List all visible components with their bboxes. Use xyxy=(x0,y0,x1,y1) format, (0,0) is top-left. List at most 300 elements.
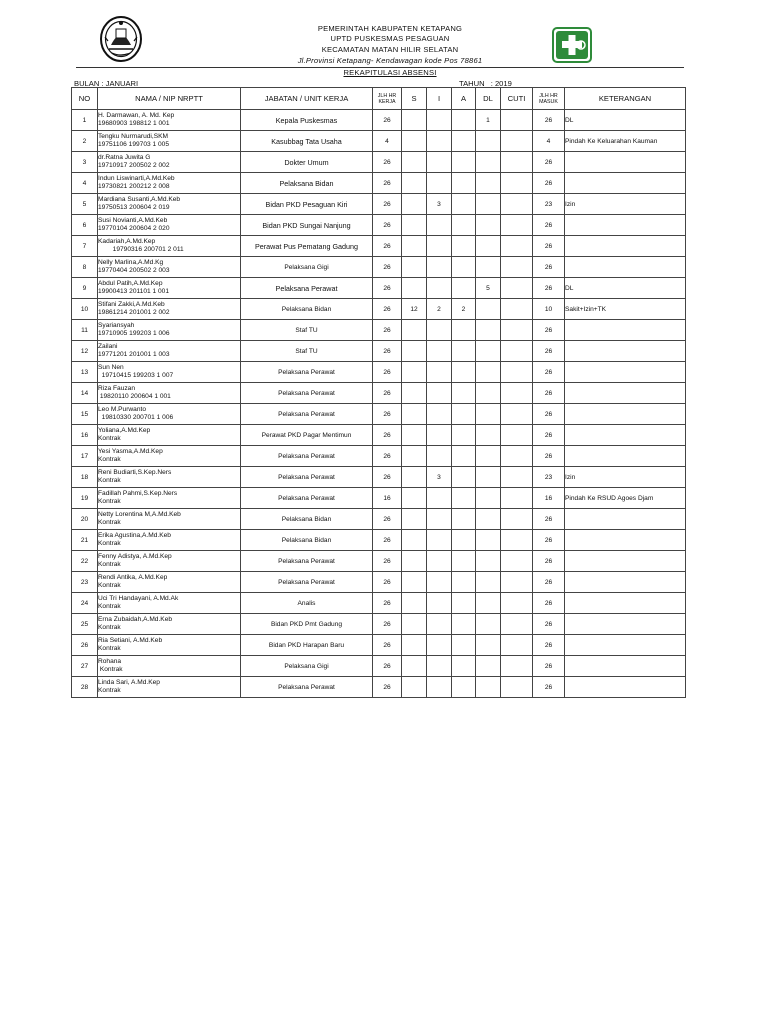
cell-work-days: 16 xyxy=(373,488,402,509)
cell-present-days: 26 xyxy=(533,173,565,194)
cell-position: Perawat Pus Pematang Gadung xyxy=(241,236,373,257)
cell-work-days: 26 xyxy=(373,152,402,173)
employee-name: Syariansyah xyxy=(98,322,135,329)
cell-absent xyxy=(452,488,476,509)
cell-name xyxy=(98,572,241,593)
cell-work-days: 26 xyxy=(373,215,402,236)
cell-position: Pelaksana Perawat xyxy=(241,551,373,572)
cell-no: 1 xyxy=(72,110,98,131)
col-header-remarks: KETERANGAN xyxy=(565,88,686,110)
cell-remarks: Pindah Ke Keluarahan Kauman xyxy=(565,131,686,152)
cell-remarks xyxy=(565,173,686,194)
cell-permit xyxy=(427,593,452,614)
cell-absent xyxy=(452,131,476,152)
cell-duty xyxy=(476,320,501,341)
cell-sick xyxy=(402,110,427,131)
col-header-absent: A xyxy=(452,88,476,110)
table-row xyxy=(72,551,686,572)
employee-name: Stifani Zakki,A.Md.Keb xyxy=(98,301,165,308)
cell-work-days: 26 xyxy=(373,551,402,572)
cell-work-days: 26 xyxy=(373,572,402,593)
cell-name xyxy=(98,593,241,614)
table-row xyxy=(72,404,686,425)
cell-work-days: 26 xyxy=(373,467,402,488)
cell-permit xyxy=(427,404,452,425)
cell-name xyxy=(98,677,241,698)
cell-sick xyxy=(402,551,427,572)
table-row xyxy=(72,509,686,530)
cell-duty xyxy=(476,362,501,383)
employee-nip: 19810330 200701 1 006 xyxy=(98,414,174,421)
cell-duty xyxy=(476,635,501,656)
employee-nip: Kontrak xyxy=(98,456,121,463)
cell-duty xyxy=(476,677,501,698)
cell-present-days: 26 xyxy=(533,593,565,614)
cell-leave xyxy=(501,362,533,383)
cell-leave xyxy=(501,194,533,215)
cell-leave xyxy=(501,509,533,530)
employee-name: Indun Liswinarti,A.Md.Keb xyxy=(98,175,175,182)
employee-nip: 19900413 201101 1 001 xyxy=(98,288,170,295)
cell-absent xyxy=(452,551,476,572)
employee-nip: 19861214 201001 2 002 xyxy=(98,309,170,316)
cell-absent xyxy=(452,530,476,551)
employee-name: Mardiana Susanti,A.Md.Keb xyxy=(98,196,181,203)
cell-permit xyxy=(427,152,452,173)
cell-duty xyxy=(476,572,501,593)
cell-sick xyxy=(402,257,427,278)
cell-absent xyxy=(452,425,476,446)
cell-work-days: 26 xyxy=(373,446,402,467)
cell-name xyxy=(98,488,241,509)
header-government: PEMERINTAH KABUPATEN KETAPANG xyxy=(317,24,463,33)
cell-name xyxy=(98,194,241,215)
cell-work-days: 26 xyxy=(373,383,402,404)
cell-no: 18 xyxy=(72,467,98,488)
cell-permit xyxy=(427,236,452,257)
cell-position: Pelaksana Perawat xyxy=(241,278,373,299)
cell-leave xyxy=(501,278,533,299)
employee-nip: Kontrak xyxy=(98,519,121,526)
cell-name xyxy=(98,341,241,362)
cell-no: 22 xyxy=(72,551,98,572)
cell-no: 26 xyxy=(72,635,98,656)
cell-duty xyxy=(476,467,501,488)
cell-name xyxy=(98,635,241,656)
cell-no: 2 xyxy=(72,131,98,152)
cell-no: 3 xyxy=(72,152,98,173)
cell-name xyxy=(98,656,241,677)
employee-nip: 19750513 200604 2 019 xyxy=(98,204,170,211)
employee-name: Fenny Adistya, A.Md.Kep xyxy=(98,553,172,560)
cell-present-days: 23 xyxy=(533,467,565,488)
table-row xyxy=(72,320,686,341)
cell-leave xyxy=(501,341,533,362)
cell-present-days: 26 xyxy=(533,614,565,635)
cell-present-days: 26 xyxy=(533,530,565,551)
cell-leave xyxy=(501,593,533,614)
cell-remarks: Izin xyxy=(565,194,686,215)
cell-duty xyxy=(476,425,501,446)
cell-work-days: 26 xyxy=(373,677,402,698)
cell-work-days: 26 xyxy=(373,635,402,656)
cell-leave xyxy=(501,446,533,467)
cell-remarks xyxy=(565,341,686,362)
cell-leave xyxy=(501,530,533,551)
cell-permit xyxy=(427,278,452,299)
cell-no: 16 xyxy=(72,425,98,446)
cell-work-days: 26 xyxy=(373,257,402,278)
cell-duty xyxy=(476,383,501,404)
cell-remarks xyxy=(565,530,686,551)
cell-absent xyxy=(452,320,476,341)
regency-seal-icon xyxy=(99,15,143,63)
cell-sick xyxy=(402,677,427,698)
employee-nip: Kontrak xyxy=(98,666,123,673)
cell-remarks xyxy=(565,236,686,257)
cell-present-days: 26 xyxy=(533,236,565,257)
cell-remarks xyxy=(565,614,686,635)
col-header-work-days: JLH HR KERJA xyxy=(373,88,402,110)
col-header-name: NAMA / NIP NRPTT xyxy=(98,88,241,110)
cell-remarks xyxy=(565,677,686,698)
table-row xyxy=(72,215,686,236)
cell-absent xyxy=(452,467,476,488)
cell-sick xyxy=(402,446,427,467)
cell-sick xyxy=(402,152,427,173)
cell-no: 13 xyxy=(72,362,98,383)
cell-present-days: 4 xyxy=(533,131,565,152)
employee-name: Nelly Marlina,A.Md.Kg xyxy=(98,259,164,266)
cell-permit xyxy=(427,635,452,656)
cell-duty xyxy=(476,194,501,215)
cell-absent xyxy=(452,278,476,299)
cell-present-days: 26 xyxy=(533,278,565,299)
cell-leave xyxy=(501,152,533,173)
cell-remarks xyxy=(565,362,686,383)
cell-leave xyxy=(501,635,533,656)
cell-permit xyxy=(427,488,452,509)
employee-name: Linda Sari, A.Md.Kep xyxy=(98,679,160,686)
cell-absent xyxy=(452,194,476,215)
cell-duty xyxy=(476,404,501,425)
cell-present-days: 26 xyxy=(533,362,565,383)
employee-name: Rendi Antika, A.Md.Kep xyxy=(98,574,168,581)
cell-duty xyxy=(476,509,501,530)
cell-name xyxy=(98,320,241,341)
table-row xyxy=(72,383,686,404)
employee-name: Reni Budiarti,S.Kep.Ners xyxy=(98,469,172,476)
cell-remarks xyxy=(565,635,686,656)
cell-no: 17 xyxy=(72,446,98,467)
cell-position: Bidan PKD Sungai Nanjung xyxy=(241,215,373,236)
cell-no: 23 xyxy=(72,572,98,593)
cell-present-days: 10 xyxy=(533,299,565,320)
cell-sick xyxy=(402,614,427,635)
col-header-duty: DL xyxy=(476,88,501,110)
employee-name: dr.Ratna Juwita G xyxy=(98,154,151,161)
cell-remarks: Pindah Ke RSUD Agoes Djam xyxy=(565,488,686,509)
cell-present-days: 26 xyxy=(533,383,565,404)
cell-absent xyxy=(452,257,476,278)
cell-position: Pelaksana Bidan xyxy=(241,509,373,530)
employee-nip: 19730821 200212 2 008 xyxy=(98,183,170,190)
cell-permit xyxy=(427,530,452,551)
cell-duty xyxy=(476,131,501,152)
cell-no: 15 xyxy=(72,404,98,425)
cell-permit xyxy=(427,425,452,446)
cell-duty xyxy=(476,530,501,551)
cell-no: 4 xyxy=(72,173,98,194)
cell-remarks xyxy=(565,656,686,677)
employee-name: Tengku Nurmarudi,SKM xyxy=(98,133,168,140)
cell-no: 14 xyxy=(72,383,98,404)
cell-remarks xyxy=(565,320,686,341)
col-header-position: JABATAN / UNIT KERJA xyxy=(241,88,373,110)
cell-leave xyxy=(501,467,533,488)
month-label: BULAN : JANUARI xyxy=(74,79,139,88)
cell-sick xyxy=(402,362,427,383)
cell-leave xyxy=(501,404,533,425)
cell-permit xyxy=(427,215,452,236)
cell-no: 7 xyxy=(72,236,98,257)
employee-nip: Kontrak xyxy=(98,603,121,610)
cell-duty xyxy=(476,215,501,236)
cell-absent xyxy=(452,509,476,530)
cell-name xyxy=(98,446,241,467)
employee-nip: 19710415 199203 1 007 xyxy=(98,372,174,379)
cell-absent xyxy=(452,110,476,131)
cell-position: Pelaksana Gigi xyxy=(241,257,373,278)
cell-work-days: 26 xyxy=(373,656,402,677)
employee-nip: 19770404 200502 2 003 xyxy=(98,267,170,274)
cell-sick xyxy=(402,467,427,488)
employee-name: Sun Nen xyxy=(98,364,124,371)
cell-present-days: 26 xyxy=(533,425,565,446)
employee-name: Ria Setiani, A.Md.Keb xyxy=(98,637,163,644)
cell-permit xyxy=(427,383,452,404)
cell-sick xyxy=(402,572,427,593)
cell-permit xyxy=(427,110,452,131)
cell-duty xyxy=(476,236,501,257)
cell-duty xyxy=(476,152,501,173)
employee-nip: 19710917 200502 2 002 xyxy=(98,162,170,169)
cell-permit xyxy=(427,656,452,677)
table-row xyxy=(72,467,686,488)
cell-name xyxy=(98,467,241,488)
col-header-sick: S xyxy=(402,88,427,110)
cell-remarks xyxy=(565,257,686,278)
employee-nip: 19770104 200604 2 020 xyxy=(98,225,170,232)
cell-no: 24 xyxy=(72,593,98,614)
table-row xyxy=(72,656,686,677)
table-row xyxy=(72,152,686,173)
cell-position: Analis xyxy=(241,593,373,614)
table-row xyxy=(72,278,686,299)
employee-name: Riza Fauzan xyxy=(98,385,136,392)
cell-permit: 3 xyxy=(427,467,452,488)
cell-present-days: 26 xyxy=(533,110,565,131)
cell-work-days: 26 xyxy=(373,530,402,551)
cell-present-days: 26 xyxy=(533,551,565,572)
cell-present-days: 26 xyxy=(533,152,565,173)
cell-present-days: 26 xyxy=(533,404,565,425)
table-row xyxy=(72,299,686,320)
cell-duty: 5 xyxy=(476,278,501,299)
cell-position: Pelaksana Gigi xyxy=(241,656,373,677)
cell-sick xyxy=(402,194,427,215)
employee-name: Uci Tri Handayani, A.Md.Ak xyxy=(98,595,179,602)
cell-duty xyxy=(476,551,501,572)
cell-remarks xyxy=(565,572,686,593)
cell-work-days: 26 xyxy=(373,593,402,614)
employee-nip: Kontrak xyxy=(98,498,121,505)
cell-absent xyxy=(452,152,476,173)
cell-remarks: Sakit+Izin+TK xyxy=(565,299,686,320)
table-row xyxy=(72,341,686,362)
employee-nip: 19751106 199703 1 005 xyxy=(98,141,170,148)
cell-position: Pelaksana Perawat xyxy=(241,677,373,698)
cell-sick xyxy=(402,404,427,425)
cell-no: 10 xyxy=(72,299,98,320)
cell-name xyxy=(98,551,241,572)
cell-work-days: 26 xyxy=(373,425,402,446)
cell-absent xyxy=(452,635,476,656)
cell-position: Pelaksana Perawat xyxy=(241,467,373,488)
cell-permit xyxy=(427,341,452,362)
employee-nip: Kontrak xyxy=(98,645,121,652)
cell-sick xyxy=(402,635,427,656)
cell-sick xyxy=(402,425,427,446)
cell-permit xyxy=(427,320,452,341)
cell-duty xyxy=(476,446,501,467)
cell-remarks xyxy=(565,551,686,572)
employee-nip: Kontrak xyxy=(98,561,121,568)
cell-work-days: 4 xyxy=(373,131,402,152)
employee-nip: Kontrak xyxy=(98,687,121,694)
table-row xyxy=(72,593,686,614)
cell-position: Pelaksana Perawat xyxy=(241,383,373,404)
cell-name xyxy=(98,236,241,257)
employee-name: Leo M.Purwanto xyxy=(98,406,147,413)
employee-nip: 19710905 199203 1 006 xyxy=(98,330,170,337)
employee-nip: 19680903 198812 1 001 xyxy=(98,120,170,127)
year-caption: TAHUN xyxy=(459,79,485,88)
cell-permit xyxy=(427,131,452,152)
cell-no: 21 xyxy=(72,530,98,551)
cell-name xyxy=(98,614,241,635)
cell-absent xyxy=(452,341,476,362)
cell-present-days: 26 xyxy=(533,215,565,236)
cell-leave xyxy=(501,551,533,572)
cell-name xyxy=(98,299,241,320)
cell-work-days: 26 xyxy=(373,173,402,194)
cell-sick xyxy=(402,383,427,404)
cell-leave xyxy=(501,110,533,131)
cell-leave xyxy=(501,614,533,635)
cell-remarks xyxy=(565,446,686,467)
employee-nip: Kontrak xyxy=(98,540,121,547)
cell-position: Bidan PKD Pesaguan Kiri xyxy=(241,194,373,215)
employee-name: Zailani xyxy=(98,343,118,350)
cell-permit: 3 xyxy=(427,194,452,215)
cell-sick xyxy=(402,656,427,677)
cell-position: Pelaksana Bidan xyxy=(241,530,373,551)
cell-absent xyxy=(452,383,476,404)
cell-position: Kepala Puskesmas xyxy=(241,110,373,131)
cell-position: Pelaksana Perawat xyxy=(241,446,373,467)
cell-permit xyxy=(427,362,452,383)
cell-name xyxy=(98,425,241,446)
cell-no: 6 xyxy=(72,215,98,236)
col-header-present-days: JLH HR MASUK xyxy=(533,88,565,110)
cell-position: Pelaksana Perawat xyxy=(241,362,373,383)
cell-present-days: 26 xyxy=(533,656,565,677)
employee-nip: 19771201 201001 1 003 xyxy=(98,351,170,358)
cell-no: 20 xyxy=(72,509,98,530)
cell-remarks xyxy=(565,152,686,173)
cell-present-days: 16 xyxy=(533,488,565,509)
cell-name xyxy=(98,152,241,173)
cell-present-days: 26 xyxy=(533,635,565,656)
cell-name xyxy=(98,404,241,425)
table-row xyxy=(72,635,686,656)
cell-name xyxy=(98,383,241,404)
employee-name: Erna Zubaidah,A.Md.Keb xyxy=(98,616,173,623)
cell-sick: 12 xyxy=(402,299,427,320)
cell-permit xyxy=(427,257,452,278)
cell-remarks xyxy=(565,593,686,614)
table-row xyxy=(72,236,686,257)
table-row xyxy=(72,488,686,509)
employee-nip: Kontrak xyxy=(98,582,121,589)
employee-name: Abdul Patih,A.Md.Kep xyxy=(98,280,163,287)
cell-leave xyxy=(501,299,533,320)
cell-duty xyxy=(476,488,501,509)
cell-leave xyxy=(501,383,533,404)
cell-duty xyxy=(476,173,501,194)
table-row xyxy=(72,530,686,551)
cell-absent xyxy=(452,614,476,635)
employee-name: Yoliana,A.Md.Kep xyxy=(98,427,151,434)
employee-name: Susi Novianti,A.Md.Keb xyxy=(98,217,168,224)
cell-leave xyxy=(501,131,533,152)
header-address: Jl.Provinsi Ketapang- Kendawagan kode Pos 78861 xyxy=(297,56,483,65)
cell-name xyxy=(98,257,241,278)
cell-leave xyxy=(501,488,533,509)
cell-position: Staf TU xyxy=(241,341,373,362)
cell-work-days: 26 xyxy=(373,299,402,320)
col-header-leave: CUTI xyxy=(501,88,533,110)
cell-absent xyxy=(452,404,476,425)
cell-name xyxy=(98,215,241,236)
cell-present-days: 26 xyxy=(533,509,565,530)
cell-present-days: 26 xyxy=(533,446,565,467)
cell-leave xyxy=(501,215,533,236)
cell-sick xyxy=(402,131,427,152)
cell-leave xyxy=(501,677,533,698)
cell-leave xyxy=(501,320,533,341)
cell-no: 9 xyxy=(72,278,98,299)
cell-permit xyxy=(427,572,452,593)
employee-nip: Kontrak xyxy=(98,624,121,631)
table-row xyxy=(72,173,686,194)
cell-absent xyxy=(452,677,476,698)
cell-sick xyxy=(402,236,427,257)
cell-sick xyxy=(402,215,427,236)
cell-name xyxy=(98,278,241,299)
cell-permit xyxy=(427,551,452,572)
